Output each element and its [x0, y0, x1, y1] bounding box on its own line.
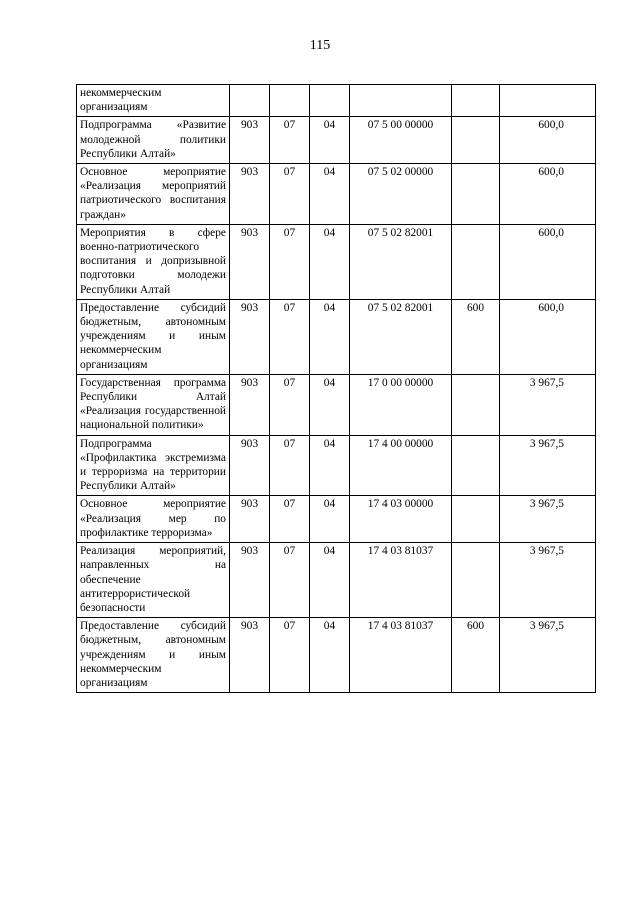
subsection-code-cell: 04 — [310, 164, 350, 225]
ministry-code-cell: 903 — [230, 117, 270, 164]
subsection-code-cell: 04 — [310, 224, 350, 299]
row-name-cell: Основное мероприятие «Реализация мероприятий патриотического воспитания граждан» — [77, 164, 230, 225]
expense-type-cell — [452, 543, 500, 618]
subsection-code-cell: 04 — [310, 618, 350, 693]
row-name-cell: Реализация мероприятий, направленных на обеспечение антитеррористической безопасности — [77, 543, 230, 618]
amount-cell: 600,0 — [500, 164, 596, 225]
target-article-cell: 17 4 03 81037 — [350, 618, 452, 693]
section-code-cell: 07 — [270, 435, 310, 496]
expense-type-cell — [452, 224, 500, 299]
table-row — [77, 543, 596, 618]
amount-cell: 3 967,5 — [500, 618, 596, 693]
table-row — [77, 164, 596, 225]
target-article-cell — [350, 85, 452, 117]
ministry-code-cell: 903 — [230, 435, 270, 496]
target-article-cell: 07 5 00 00000 — [350, 117, 452, 164]
budget-table — [76, 84, 596, 693]
amount-cell: 600,0 — [500, 224, 596, 299]
row-name-cell: некоммерческим организациям — [77, 85, 230, 117]
ministry-code-cell: 903 — [230, 374, 270, 435]
subsection-code-cell: 04 — [310, 117, 350, 164]
amount-cell: 3 967,5 — [500, 374, 596, 435]
page-number: 115 — [309, 38, 331, 53]
expense-type-cell: 600 — [452, 299, 500, 374]
amount-cell: 3 967,5 — [500, 435, 596, 496]
table-row — [77, 85, 596, 117]
subsection-code-cell: 04 — [310, 496, 350, 543]
subsection-code-cell: 04 — [310, 299, 350, 374]
section-code-cell: 07 — [270, 618, 310, 693]
ministry-code-cell: 903 — [230, 224, 270, 299]
amount-cell — [500, 85, 596, 117]
section-code-cell: 07 — [270, 299, 310, 374]
target-article-cell: 07 5 02 82001 — [350, 299, 452, 374]
subsection-code-cell: 04 — [310, 374, 350, 435]
subsection-code-cell: 04 — [310, 435, 350, 496]
section-code-cell: 07 — [270, 496, 310, 543]
ministry-code-cell — [230, 85, 270, 117]
ministry-code-cell: 903 — [230, 164, 270, 225]
ministry-code-cell: 903 — [230, 543, 270, 618]
ministry-code-cell: 903 — [230, 618, 270, 693]
table-row — [77, 374, 596, 435]
subsection-code-cell: 04 — [310, 543, 350, 618]
target-article-cell: 07 5 02 00000 — [350, 164, 452, 225]
table-row — [77, 435, 596, 496]
expense-type-cell: 600 — [452, 618, 500, 693]
row-name-cell: Основное мероприятие «Реализация мер по профилактике терроризма» — [77, 496, 230, 543]
expense-type-cell — [452, 496, 500, 543]
table-row — [77, 117, 596, 164]
table-row — [77, 224, 596, 299]
expense-type-cell — [452, 435, 500, 496]
expense-type-cell — [452, 117, 500, 164]
section-code-cell: 07 — [270, 164, 310, 225]
table-row — [77, 618, 596, 693]
section-code-cell: 07 — [270, 224, 310, 299]
row-name-cell: Предоставление субсидий бюджетным, автономным учреждениям и иным некоммерческим организациям — [77, 618, 230, 693]
target-article-cell: 07 5 02 82001 — [350, 224, 452, 299]
section-code-cell — [270, 85, 310, 117]
section-code-cell: 07 — [270, 374, 310, 435]
table-body — [77, 85, 596, 693]
amount-cell: 600,0 — [500, 299, 596, 374]
target-article-cell: 17 4 03 81037 — [350, 543, 452, 618]
amount-cell: 3 967,5 — [500, 496, 596, 543]
row-name-cell: Подпрограмма «Развитие молодежной политики Республики Алтай» — [77, 117, 230, 164]
ministry-code-cell: 903 — [230, 496, 270, 543]
ministry-code-cell: 903 — [230, 299, 270, 374]
expense-type-cell — [452, 374, 500, 435]
subsection-code-cell — [310, 85, 350, 117]
section-code-cell: 07 — [270, 543, 310, 618]
row-name-cell: Предоставление субсидий бюджетным, автономным учреждениям и иным некоммерческим организациям — [77, 299, 230, 374]
row-name-cell: Мероприятия в сфере военно-патриотического воспитания и допризывной подготовки молодежи Республики Алтай — [77, 224, 230, 299]
expense-type-cell — [452, 85, 500, 117]
target-article-cell: 17 0 00 00000 — [350, 374, 452, 435]
target-article-cell: 17 4 03 00000 — [350, 496, 452, 543]
amount-cell: 3 967,5 — [500, 543, 596, 618]
section-code-cell: 07 — [270, 117, 310, 164]
expense-type-cell — [452, 164, 500, 225]
table-row — [77, 299, 596, 374]
amount-cell: 600,0 — [500, 117, 596, 164]
target-article-cell: 17 4 00 00000 — [350, 435, 452, 496]
row-name-cell: Подпрограмма «Профилактика экстремизма и терроризма на территории Республики Алтай» — [77, 435, 230, 496]
row-name-cell: Государственная программа Республики Алтай «Реализация государственной национальной политики» — [77, 374, 230, 435]
table-row — [77, 496, 596, 543]
